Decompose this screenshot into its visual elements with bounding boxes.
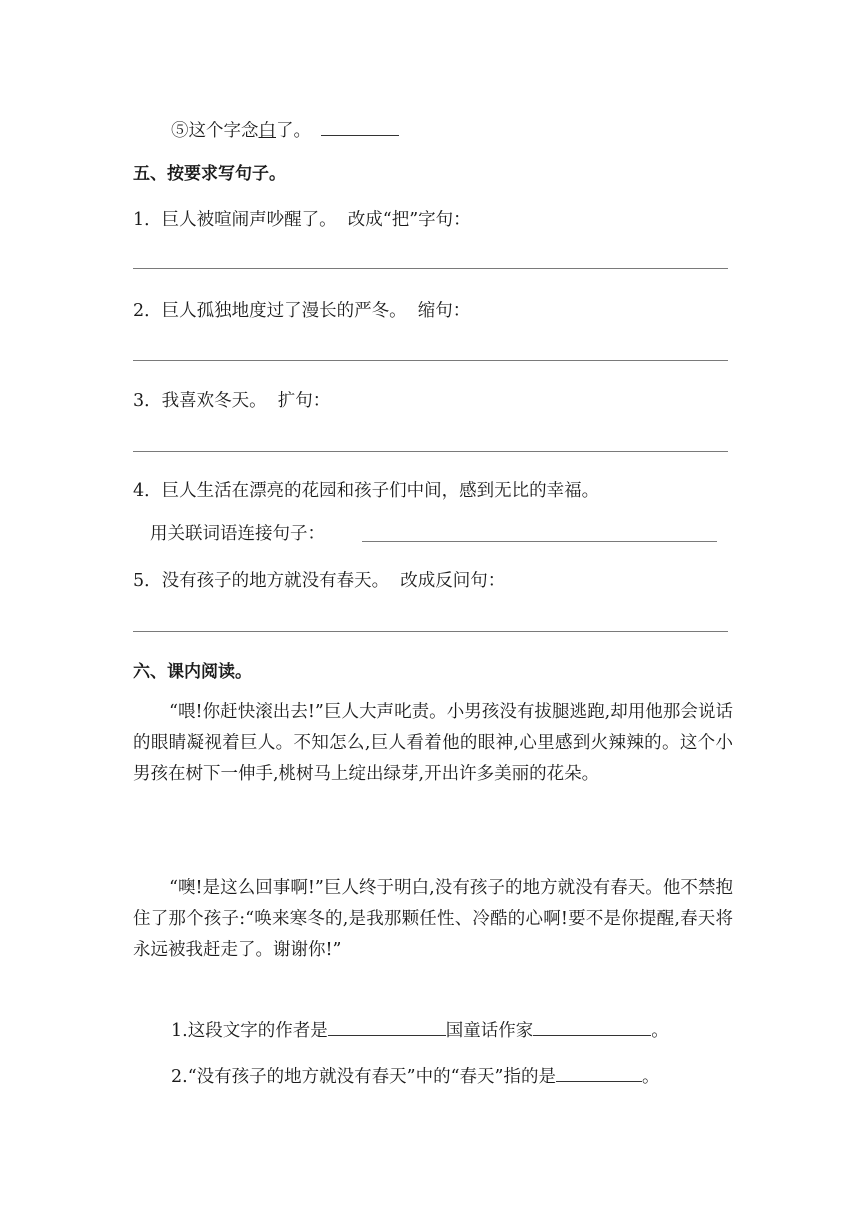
q-prefix: 1.这段文字的作者是: [171, 1021, 328, 1041]
reading-paragraph-2: “噢!是这么回事啊!”巨人终于明白,没有孩子的地方就没有春天。他不禁抱住了那个孩子:“唤来寒冬的,是我那颗任性、冷酷的心啊!要不是你提醒,春天将永远被我赶走了。谢谢你!”: [133, 878, 733, 960]
q-number: 4．: [133, 481, 162, 501]
question-item-5: [171, 117, 399, 143]
s5-question-2: [133, 299, 470, 323]
q-instruction: 缩句：: [417, 301, 471, 321]
item-suffix: 了。: [276, 121, 311, 141]
s6-question-1: [171, 1017, 669, 1043]
q-instruction: 用关联词语连接句子：: [150, 524, 325, 544]
answer-line-2[interactable]: [133, 360, 728, 361]
underlined-char: 白: [258, 121, 276, 141]
q-text: 巨人孤独地度过了漫长的严冬。: [161, 301, 407, 321]
q-instruction: 扩句：: [277, 391, 331, 411]
q-number: 5．: [133, 571, 162, 591]
answer-blank-country[interactable]: [328, 1017, 446, 1036]
q-instruction: 改成“把”字句：: [347, 210, 471, 230]
s5-question-3: [133, 389, 330, 413]
section-6-title: 六、课内阅读。: [133, 662, 252, 682]
s5-question-4-instruction: [150, 522, 325, 546]
q-suffix: 。: [651, 1021, 669, 1041]
q-number: 3．: [133, 391, 162, 411]
section-5-title: 五、按要求写句子。: [133, 164, 286, 184]
answer-blank-spring[interactable]: [556, 1063, 642, 1082]
q-number: 2．: [133, 301, 162, 321]
reading-paragraph-1: “喂!你赶快滚出去!”巨人大声叱责。小男孩没有拔腿逃跑,却用他那会说话的眼睛凝视着巨人。不知怎么,巨人看着他的眼神,心里感到火辣辣的。这个小男孩在树下一伸手,桃树马上绽出绿芽,开出许多美丽的花朵。: [133, 702, 733, 784]
q-text: 巨人被喧闹声吵醒了。: [161, 210, 337, 230]
s6-question-2: [171, 1063, 659, 1089]
q-number: 1．: [133, 210, 162, 230]
q-prefix: 2.“没有孩子的地方就没有春天”中的“春天”指的是: [171, 1067, 556, 1087]
answer-line-4[interactable]: [362, 541, 717, 542]
answer-line-1[interactable]: [133, 268, 728, 269]
answer-blank[interactable]: [321, 117, 399, 136]
q-text: 没有孩子的地方就没有春天。: [161, 571, 390, 591]
q-suffix: 。: [641, 1067, 660, 1087]
s5-question-4: [133, 479, 599, 503]
answer-blank-author[interactable]: [533, 1017, 651, 1036]
answer-line-5[interactable]: [133, 631, 728, 632]
q-instruction: 改成反问句：: [400, 571, 506, 591]
item-prefix: ⑤这个字念: [171, 121, 259, 141]
answer-line-3[interactable]: [133, 451, 728, 452]
s5-question-1: [133, 208, 471, 232]
s5-question-5: [133, 569, 505, 593]
q-text: 巨人生活在漂亮的花园和孩子们中间，感到无比的幸福。: [161, 481, 600, 501]
q-text: 我喜欢冬天。: [161, 391, 267, 411]
q-middle: 国童话作家: [445, 1021, 534, 1041]
